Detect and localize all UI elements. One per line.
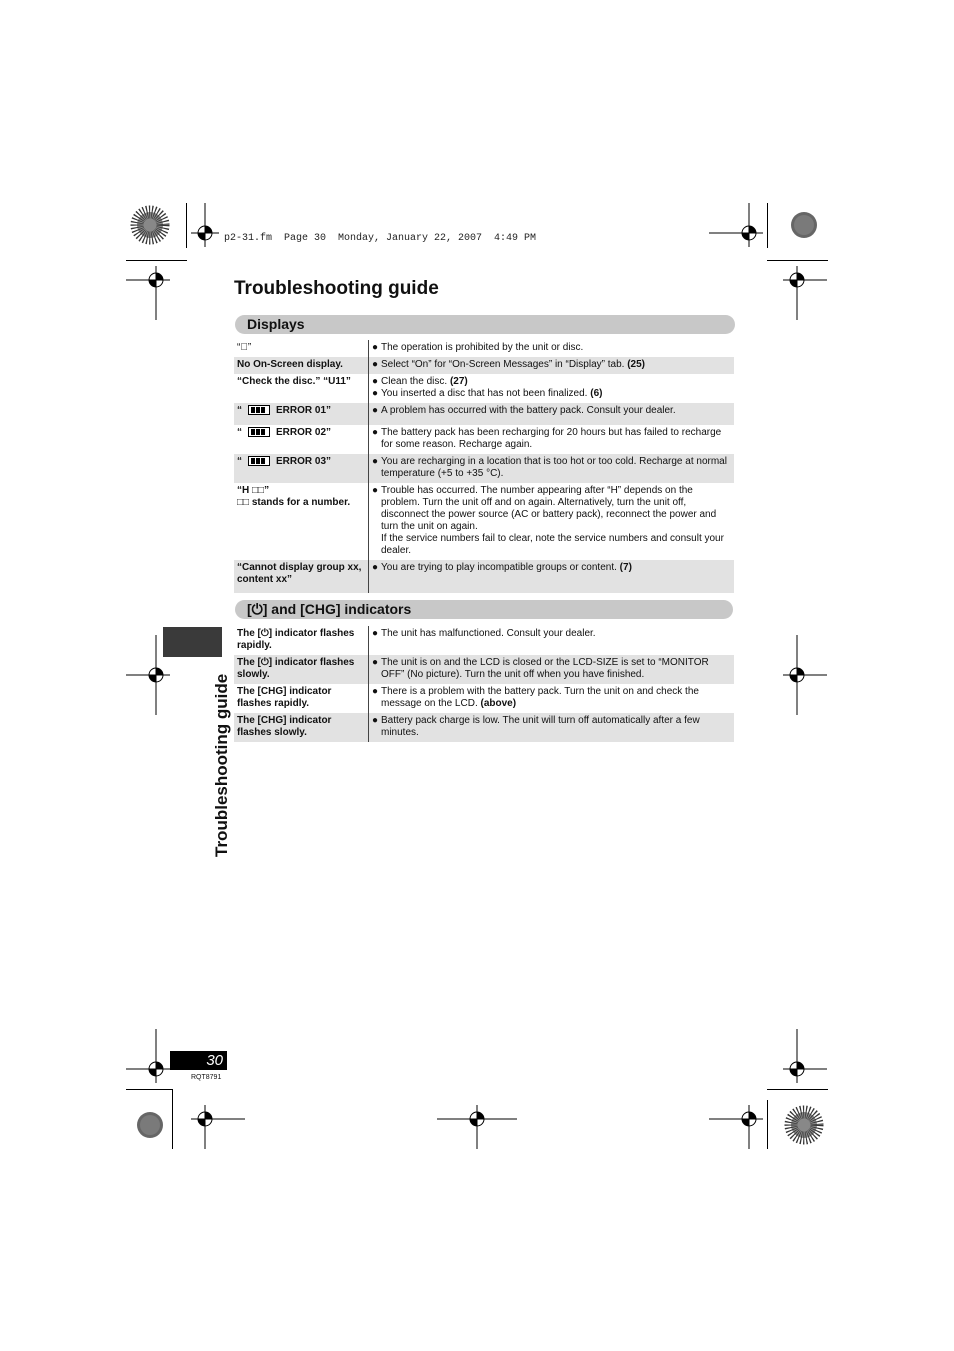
table-row: The [⏻] indicator flashes rapidly. ● The unit has malfunctioned. Consult your dealer. [234,626,734,655]
table-row: “Check the disc.” “U11” ● Clean the disc. (27) ● You inserted a disc that has not been finalized. (6) [234,374,734,403]
row-key: “Cannot display group xx, content xx” [234,560,369,593]
row-text: The operation is prohibited by the unit or disc. [381,342,584,353]
row-key: ERROR 02” [276,427,332,438]
row-text: A problem has occurred with the battery pack. Consult your dealer. [381,405,676,416]
row-text: Battery pack charge is low. The unit will turn off automatically after a few minutes. [381,715,700,738]
indicators-table [234,626,734,742]
displays-table [234,340,734,593]
row-key: The [⏻] indicator flashes rapidly. [234,626,369,655]
page-ref: (6) [590,388,603,399]
table-row: “H □□” □□ stands for a number. ● Trouble has occurred. The number appearing after “H” depends on the problem. Turn the unit off and on again. Alternatively, turn the unit off, disconnect the power source (AC or battery pack), reconnect the power and turn the unit on again. If the service numbers fail to clear, note the service numbers and consult your dealer. [234,483,734,560]
page-ref: (7) [619,562,632,573]
row-key: “H □□” [237,485,270,496]
chapter-tab [163,627,222,657]
row-text: You are recharging in a location that is too hot or too cold. Recharge at normal temperature (+5 to +35 °C). [381,456,727,479]
sidebar-vertical-title: Troubleshooting guide [212,673,231,857]
row-key: The [⏻] indicator flashes slowly. [234,655,369,684]
model-code: RQT8791 [191,1074,222,1081]
page-ref: (27) [449,376,468,387]
row-text: Clean the disc. [381,376,448,387]
row-key: ERROR 01” [276,405,332,416]
section-heading-displays: Displays [235,315,735,334]
row-text: You inserted a disc that has not been finalized. [381,388,588,399]
table-row: “ ERROR 01” ● A problem has occurred with the battery pack. Consult your dealer. [234,403,734,425]
table-row: “Cannot display group xx, content xx” ● You are trying to play incompatible groups or content. (7) [234,560,734,593]
row-key: The [CHG] indicator flashes rapidly. [234,684,369,713]
battery-icon [248,427,270,437]
row-text: You are trying to play incompatible groups or content. [381,562,617,573]
row-key: The [CHG] indicator flashes slowly. [234,713,369,742]
table-row: The [CHG] indicator flashes rapidly. ● There is a problem with the battery pack. Turn the unit on and check the message on the LCD. (above) [234,684,734,713]
table-row: The [CHG] indicator flashes slowly. ● Battery pack charge is low. The unit will turn off automatically after a few minutes. [234,713,734,742]
row-text-extra: If the service numbers fail to clear, note the service numbers and consult your dealer. [381,533,724,556]
battery-icon [248,405,270,415]
row-key-note: □□ stands for a number. [237,497,351,508]
page-title: Troubleshooting guide [234,278,439,299]
table-row: “ ERROR 02” ● The battery pack has been recharging for 20 hours but has failed to recharge for some reason. Recharge again. [234,425,734,454]
row-text: Trouble has occurred. The number appearing after “H” depends on the problem. Turn the unit off and on again. Alternatively, turn the unit off, disconnect the power source (AC or battery pack), reconnect the power and turn the unit on again. [381,485,717,532]
row-text: There is a problem with the battery pack. Turn the unit on and check the message on the LCD. [381,686,699,709]
page-ref: (25) [627,359,645,370]
row-key: No On-Screen display. [234,357,369,374]
row-text: The unit has malfunctioned. Consult your dealer. [381,628,596,639]
table-row: No On-Screen display. ● Select “On” for “On-Screen Messages” in “Display” tab. (25) [234,357,734,374]
table-row: “⃠” ● The operation is prohibited by the unit or disc. [234,340,734,357]
row-key: ERROR 03” [276,456,332,467]
table-row: “ ERROR 03” ● You are recharging in a location that is too hot or too cold. Recharge at normal temperature (+5 to +35 °C). [234,454,734,483]
file-info-line: p2-31.fm Page 30 Monday, January 22, 2007 4:49 PM [224,233,537,244]
page-number: 30 [170,1051,227,1070]
table-row: The [⏻] indicator flashes slowly. ● The unit is on and the LCD is closed or the LCD-SIZE is set to “MONITOR OFF” (No picture). Turn the unit off when you have finished. [234,655,734,684]
row-text: Select “On” for “On-Screen Messages” in “Display” tab. [381,359,625,370]
battery-icon [248,456,270,466]
row-key: “Check the disc.” “U11” [234,374,369,403]
page-ref: (above) [480,698,517,709]
row-text: The unit is on and the LCD is closed or the LCD-SIZE is set to “MONITOR OFF” (No picture). Turn the unit off when you have finished. [381,657,709,680]
section-heading-indicators: [⏻] and [CHG] indicators [235,600,733,619]
row-key: “⃠” [234,340,369,357]
row-text: The battery pack has been recharging for 20 hours but has failed to recharge for some reason. Recharge again. [381,427,722,450]
